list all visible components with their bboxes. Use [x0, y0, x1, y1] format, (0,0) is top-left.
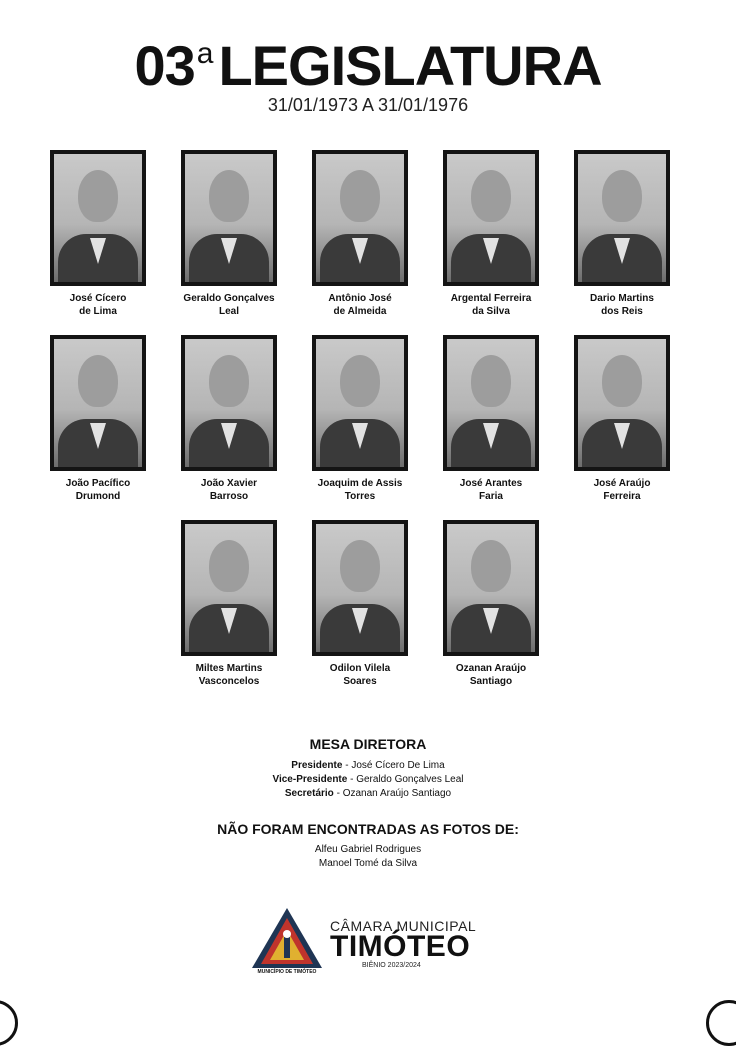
member-photo [181, 335, 277, 471]
member-card [557, 335, 687, 503]
mesa-role-line: Secretário - Ozanan Araújo Santiago [284, 788, 452, 799]
logo-timoteo: TIMÓTEO [330, 930, 471, 963]
member-card [295, 150, 425, 318]
member-name: Argental Ferreira da Silva [450, 293, 532, 317]
member-card [426, 335, 556, 503]
member-photo [181, 520, 277, 656]
member-card [426, 150, 556, 318]
member-photo [312, 335, 408, 471]
member-name: João Pacífico Drumond [65, 478, 131, 502]
member-card [426, 520, 556, 688]
member-photo [443, 520, 539, 656]
mesa-role-line: Vice-Presidente - Geraldo Gonçalves Leal [272, 774, 464, 785]
member-photo [443, 150, 539, 286]
member-card [295, 335, 425, 503]
member-photo [443, 335, 539, 471]
member-name: José Cícero de Lima [69, 293, 127, 317]
member-name: Ozanan Araújo Santiago [455, 663, 527, 687]
member-card [33, 335, 163, 503]
member-photo [574, 335, 670, 471]
member-card [557, 150, 687, 318]
member-card [164, 520, 294, 688]
mesa-role-line: Presidente - José Cícero De Lima [291, 760, 445, 771]
member-photo [312, 520, 408, 656]
member-name: Odilon Vilela Soares [329, 663, 391, 687]
member-card [295, 520, 425, 688]
member-photo [50, 150, 146, 286]
member-name: José Arantes Faria [459, 478, 523, 502]
member-card [33, 150, 163, 318]
member-card [164, 335, 294, 503]
emblem-caption: MUNICÍPIO DE TIMÓTEO [257, 969, 317, 975]
member-photo [312, 150, 408, 286]
municipal-emblem-icon [250, 906, 324, 970]
corner-decoration-right [706, 1000, 736, 1046]
member-name: Miltes Martins Vasconcelos [195, 663, 263, 687]
member-name: José Araújo Ferreira [593, 478, 651, 502]
logo-camara-municipal: CÂMARA MUNICIPAL [330, 918, 477, 934]
missing-name: Manoel Tomé da Silva [318, 858, 418, 869]
member-photo [181, 150, 277, 286]
member-name: Dario Martins dos Reis [590, 293, 654, 317]
member-name: Antônio José de Almeida [328, 293, 392, 317]
member-card [164, 150, 294, 318]
member-photo [574, 150, 670, 286]
page-title: 03$^a$ LEGISLATURA [134, 34, 602, 97]
logo-bienio: BIÊNIO 2023/2024 [362, 962, 421, 969]
mesa-diretora-title: MESA DIRETORA [309, 736, 427, 752]
member-name: João Xavier Barroso [200, 478, 258, 502]
member-name: Joaquim de Assis Torres [317, 478, 403, 502]
missing-photos-title: NÃO FORAM ENCONTRADAS AS FOTOS DE: [217, 821, 519, 837]
missing-name: Alfeu Gabriel Rodrigues [314, 844, 422, 855]
legislature-period: 31/01/1973 A 31/01/1976 [267, 95, 469, 115]
corner-decoration-left [0, 1000, 18, 1046]
member-photo [50, 335, 146, 471]
member-name: Geraldo Gonçalves Leal [183, 293, 275, 317]
